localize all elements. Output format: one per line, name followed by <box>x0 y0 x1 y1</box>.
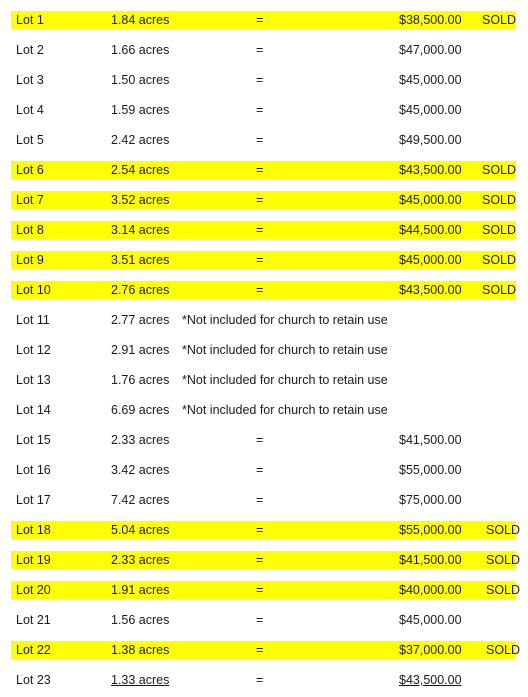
lot-row <box>0 335 528 365</box>
lot-price <box>399 185 462 215</box>
lot-acreage <box>111 425 169 455</box>
sold-status <box>482 215 516 245</box>
lot-acreage-text: 1.50 acres <box>111 73 170 87</box>
lot-row <box>0 425 528 455</box>
lot-number-text: Lot 21 <box>16 613 51 627</box>
lot-number-text: Lot 1 <box>16 13 44 27</box>
lot-acreage <box>111 185 169 215</box>
lot-acreage-text: 1.66 acres <box>111 43 170 57</box>
equals-sign <box>256 665 263 695</box>
equals-sign-text: = <box>256 133 264 147</box>
equals-sign-text: = <box>256 193 264 207</box>
sold-status-text: SOLD <box>482 253 517 267</box>
lot-price-text: $45,000.00 <box>399 73 462 87</box>
lot-price <box>399 5 462 35</box>
lot-number <box>16 455 51 485</box>
lot-acreage-text: 3.51 acres <box>111 253 170 267</box>
sold-status-text: SOLD <box>486 583 521 597</box>
equals-sign-text: = <box>256 643 264 657</box>
lot-number <box>16 245 44 275</box>
lot-number <box>16 125 44 155</box>
sold-status-text: SOLD <box>486 643 521 657</box>
lot-number-text: Lot 14 <box>16 403 51 417</box>
lot-price-text: $43,500.00 <box>399 163 462 177</box>
equals-sign <box>256 425 263 455</box>
lot-number-text: Lot 8 <box>16 223 44 237</box>
lot-price <box>399 485 462 515</box>
lot-number <box>16 665 51 695</box>
lot-price-text: $45,000.00 <box>399 253 462 267</box>
lot-row <box>0 305 528 335</box>
lot-acreage-text: 2.91 acres <box>111 343 170 357</box>
sold-status <box>486 575 520 605</box>
lot-acreage <box>111 515 169 545</box>
lot-number <box>16 65 44 95</box>
lot-acreage <box>111 365 169 395</box>
lot-price <box>399 665 462 695</box>
equals-sign <box>256 215 263 245</box>
lot-acreage <box>111 65 169 95</box>
lot-number-text: Lot 22 <box>16 643 51 657</box>
lot-number-text: Lot 11 <box>16 313 50 327</box>
sold-status-text: SOLD <box>482 163 517 177</box>
lot-number <box>16 485 51 515</box>
lot-price <box>399 35 462 65</box>
lot-acreage-text: 2.77 acres <box>111 313 170 327</box>
lot-row <box>0 395 528 425</box>
lot-acreage-text: 1.33 acres <box>111 673 170 687</box>
lot-price <box>399 245 462 275</box>
lot-note-text: *Not included for church to retain use <box>182 373 388 387</box>
lot-acreage <box>111 395 169 425</box>
lot-price-text: $37,000.00 <box>399 643 462 657</box>
lot-price-text: $49,500.00 <box>399 133 462 147</box>
lot-number <box>16 305 50 335</box>
lot-price <box>399 575 462 605</box>
sold-status <box>486 635 520 665</box>
lot-acreage-text: 1.76 acres <box>111 373 170 387</box>
lot-acreage-text: 7.42 acres <box>111 493 170 507</box>
equals-sign <box>256 35 263 65</box>
lot-number-text: Lot 6 <box>16 163 44 177</box>
lot-row <box>0 125 528 155</box>
equals-sign-text: = <box>256 493 264 507</box>
lot-price-text: $45,000.00 <box>399 193 462 207</box>
lot-price <box>399 125 462 155</box>
lot-acreage-text: 5.04 acres <box>111 523 170 537</box>
lot-row <box>0 65 528 95</box>
lot-price-text: $41,500.00 <box>399 553 462 567</box>
lot-number-text: Lot 19 <box>16 553 51 567</box>
equals-sign <box>256 635 263 665</box>
equals-sign <box>256 545 263 575</box>
lot-acreage <box>111 275 169 305</box>
lot-price-text: $75,000.00 <box>399 493 462 507</box>
lot-row <box>0 485 528 515</box>
lot-acreage-text: 2.33 acres <box>111 433 170 447</box>
sold-status <box>482 155 516 185</box>
lot-acreage <box>111 335 169 365</box>
lot-number-text: Lot 2 <box>16 43 44 57</box>
lot-price <box>399 605 462 635</box>
lot-price-text: $40,000.00 <box>399 583 462 597</box>
lot-price <box>399 515 462 545</box>
equals-sign-text: = <box>256 523 264 537</box>
equals-sign-text: = <box>256 13 264 27</box>
equals-sign-text: = <box>256 463 264 477</box>
lot-row <box>0 605 528 635</box>
lot-price-text: $45,000.00 <box>399 613 462 627</box>
lot-number <box>16 395 51 425</box>
equals-sign <box>256 185 263 215</box>
equals-sign <box>256 65 263 95</box>
lot-number-text: Lot 17 <box>16 493 51 507</box>
sold-status-text: SOLD <box>486 553 521 567</box>
lot-number-text: Lot 18 <box>16 523 51 537</box>
lot-number-text: Lot 20 <box>16 583 51 597</box>
lot-number <box>16 5 44 35</box>
lot-number <box>16 635 51 665</box>
lot-acreage-text: 3.42 acres <box>111 463 170 477</box>
lot-price-list <box>0 5 528 695</box>
lot-acreage <box>111 245 169 275</box>
lot-acreage <box>111 665 169 695</box>
lot-note-text: *Not included for church to retain use <box>182 313 388 327</box>
sold-status-text: SOLD <box>482 283 517 297</box>
lot-row <box>0 545 528 575</box>
equals-sign <box>256 125 263 155</box>
lot-price-text: $55,000.00 <box>399 463 462 477</box>
lot-note <box>182 335 388 365</box>
lot-acreage-text: 1.38 acres <box>111 643 170 657</box>
equals-sign-text: = <box>256 613 264 627</box>
lot-acreage <box>111 35 169 65</box>
lot-price <box>399 215 462 245</box>
lot-acreage-text: 1.56 acres <box>111 613 170 627</box>
lot-acreage-text: 1.84 acres <box>111 13 170 27</box>
lot-row <box>0 245 528 275</box>
lot-acreage-text: 3.14 acres <box>111 223 170 237</box>
lot-note <box>182 305 388 335</box>
lot-price <box>399 155 462 185</box>
sold-status-text: SOLD <box>486 523 521 537</box>
equals-sign <box>256 605 263 635</box>
sold-status-text: SOLD <box>482 13 517 27</box>
lot-number <box>16 515 51 545</box>
equals-sign <box>256 575 263 605</box>
sold-status <box>482 5 516 35</box>
equals-sign-text: = <box>256 673 264 687</box>
lot-price <box>399 545 462 575</box>
lot-number-text: Lot 9 <box>16 253 44 267</box>
lot-number-text: Lot 3 <box>16 73 44 87</box>
lot-acreage <box>111 125 169 155</box>
equals-sign <box>256 455 263 485</box>
lot-price-text: $41,500.00 <box>399 433 462 447</box>
lot-row <box>0 635 528 665</box>
lot-price-text: $38,500.00 <box>399 13 462 27</box>
lot-acreage <box>111 635 169 665</box>
sold-status <box>482 185 516 215</box>
lot-row <box>0 95 528 125</box>
lot-number <box>16 95 44 125</box>
equals-sign-text: = <box>256 73 264 87</box>
lot-number <box>16 335 51 365</box>
lot-acreage <box>111 215 169 245</box>
lot-acreage <box>111 455 169 485</box>
lot-acreage <box>111 485 169 515</box>
sold-status-text: SOLD <box>482 223 517 237</box>
lot-row <box>0 5 528 35</box>
lot-row <box>0 35 528 65</box>
equals-sign-text: = <box>256 253 264 267</box>
lot-number-text: Lot 15 <box>16 433 51 447</box>
lot-number <box>16 155 44 185</box>
lot-acreage-text: 2.76 acres <box>111 283 170 297</box>
lot-acreage <box>111 95 169 125</box>
equals-sign <box>256 515 263 545</box>
lot-price-text: $47,000.00 <box>399 43 462 57</box>
equals-sign <box>256 485 263 515</box>
lot-price <box>399 455 462 485</box>
lot-acreage-text: 2.54 acres <box>111 163 170 177</box>
equals-sign-text: = <box>256 553 264 567</box>
lot-acreage <box>111 575 169 605</box>
lot-number-text: Lot 4 <box>16 103 44 117</box>
lot-number <box>16 185 44 215</box>
sold-status-text: SOLD <box>482 193 517 207</box>
sold-status <box>482 275 516 305</box>
sold-status <box>482 245 516 275</box>
lot-number <box>16 365 51 395</box>
lot-acreage <box>111 5 169 35</box>
lot-number <box>16 215 44 245</box>
lot-note <box>182 395 388 425</box>
lot-price <box>399 65 462 95</box>
sold-status <box>486 515 520 545</box>
lot-number <box>16 35 44 65</box>
lot-row <box>0 665 528 695</box>
lot-acreage-text: 1.59 acres <box>111 103 170 117</box>
lot-number-text: Lot 5 <box>16 133 44 147</box>
lot-acreage-text: 6.69 acres <box>111 403 170 417</box>
lot-number <box>16 425 51 455</box>
equals-sign-text: = <box>256 163 264 177</box>
lot-acreage-text: 1.91 acres <box>111 583 170 597</box>
lot-row <box>0 365 528 395</box>
lot-acreage <box>111 605 169 635</box>
lot-number-text: Lot 7 <box>16 193 44 207</box>
equals-sign <box>256 95 263 125</box>
equals-sign <box>256 245 263 275</box>
lot-row <box>0 575 528 605</box>
lot-acreage <box>111 155 169 185</box>
equals-sign-text: = <box>256 583 264 597</box>
lot-row <box>0 155 528 185</box>
equals-sign <box>256 275 263 305</box>
lot-row <box>0 185 528 215</box>
lot-acreage-text: 2.42 acres <box>111 133 170 147</box>
lot-acreage-text: 3.52 acres <box>111 193 170 207</box>
lot-price <box>399 425 462 455</box>
equals-sign-text: = <box>256 103 264 117</box>
lot-number <box>16 545 51 575</box>
lot-note <box>182 365 388 395</box>
lot-number <box>16 575 51 605</box>
equals-sign <box>256 5 263 35</box>
lot-note-text: *Not included for church to retain use <box>182 343 388 357</box>
equals-sign-text: = <box>256 43 264 57</box>
lot-number-text: Lot 13 <box>16 373 51 387</box>
equals-sign-text: = <box>256 433 264 447</box>
lot-number-text: Lot 16 <box>16 463 51 477</box>
lot-price <box>399 635 462 665</box>
lot-number-text: Lot 10 <box>16 283 51 297</box>
lot-price <box>399 275 462 305</box>
lot-row <box>0 215 528 245</box>
lot-number <box>16 605 51 635</box>
lot-acreage <box>111 305 169 335</box>
lot-acreage <box>111 545 169 575</box>
lot-price-text: $55,000.00 <box>399 523 462 537</box>
equals-sign-text: = <box>256 223 264 237</box>
lot-price-text: $43,500.00 <box>399 673 462 687</box>
equals-sign <box>256 155 263 185</box>
lot-price-text: $45,000.00 <box>399 103 462 117</box>
sold-status <box>486 545 520 575</box>
lot-price <box>399 95 462 125</box>
lot-number-text: Lot 12 <box>16 343 51 357</box>
lot-price-text: $44,500.00 <box>399 223 462 237</box>
lot-row <box>0 455 528 485</box>
equals-sign-text: = <box>256 283 264 297</box>
lot-row <box>0 515 528 545</box>
lot-number-text: Lot 23 <box>16 673 51 687</box>
lot-acreage-text: 2.33 acres <box>111 553 170 567</box>
lot-price-text: $43,500.00 <box>399 283 462 297</box>
lot-note-text: *Not included for church to retain use <box>182 403 388 417</box>
lot-number <box>16 275 51 305</box>
lot-row <box>0 275 528 305</box>
